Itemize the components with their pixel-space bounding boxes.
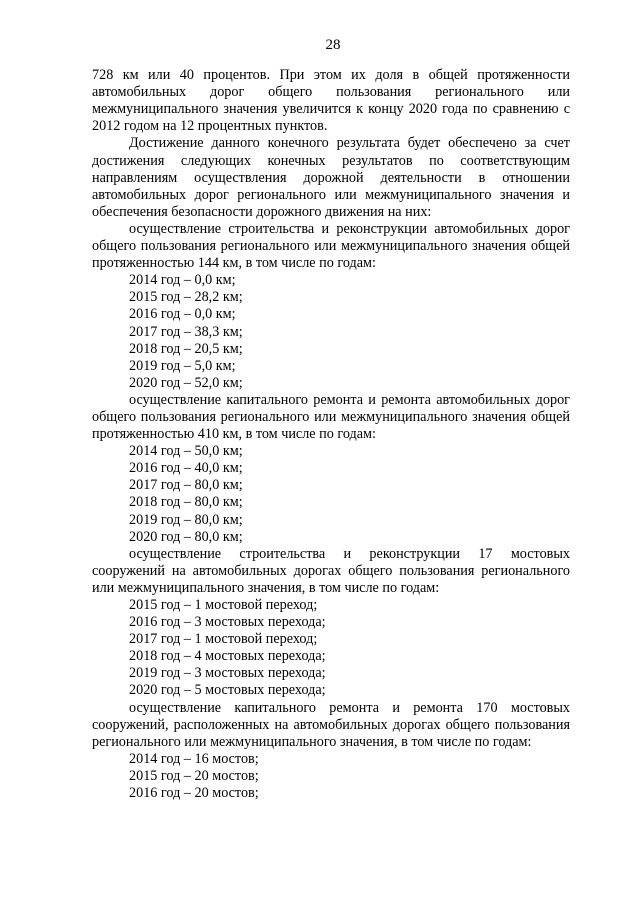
list-item: 2017 год – 80,0 км; <box>129 477 243 494</box>
list-item: 2014 год – 0,0 км; <box>129 272 236 289</box>
list-item: 2015 год – 28,2 км; <box>129 289 243 306</box>
paragraph: 728 км или 40 процентов. При этом их доля в общей протяженности автомобильных дорог общего пользования регионального или межмуниципального значения увеличится к концу 2020 года по сравнению с 2012 годом на 12 процентных пунктов. <box>92 67 570 135</box>
list-item: 2014 год – 50,0 км; <box>129 443 243 460</box>
list-item: 2016 год – 40,0 км; <box>129 460 243 477</box>
list-item: 2020 год – 5 мостовых перехода; <box>129 682 326 699</box>
list-item: 2016 год – 3 мостовых перехода; <box>129 614 326 631</box>
list-item: 2018 год – 80,0 км; <box>129 494 243 511</box>
paragraph: осуществление капитального ремонта и ремонта автомобильных дорог общего пользования регионального или межмуниципального значения общей протяженностью 410 км, в том числе по годам: <box>92 391 570 443</box>
list-item: 2019 год – 5,0 км; <box>129 357 236 374</box>
paragraph: осуществление капитального ремонта и ремонта 170 мостовых сооружений, расположенных на автомобильных дорогах общего пользования регионального или межмуниципального значения, в том числе по годам: <box>92 699 570 750</box>
list-item: 2018 год – 4 мостовых перехода; <box>129 648 326 665</box>
page-number: 28 <box>325 37 341 53</box>
list-item: 2020 год – 80,0 км; <box>129 528 243 545</box>
list-item: 2020 год – 52,0 км; <box>129 374 243 391</box>
list-item: 2018 год – 20,5 км; <box>129 340 243 357</box>
list-item: 2014 год – 16 мостов; <box>129 750 259 767</box>
document-body <box>92 67 570 802</box>
list-item: 2016 год – 0,0 км; <box>129 306 236 323</box>
list-item: 2019 год – 3 мостовых перехода; <box>129 665 326 682</box>
list-item: 2015 год – 20 мостов; <box>129 767 259 784</box>
paragraph: осуществление строительства и реконструкции 17 мостовых сооружений на автомобильных дорогах общего пользования регионального или межмуниципального значения, в том числе по годам: <box>92 545 570 596</box>
paragraph: осуществление строительства и реконструкции автомобильных дорог общего пользования регионального или межмуниципального значения общей протяженностью 144 км, в том числе по годам: <box>92 220 570 272</box>
list-item: 2016 год – 20 мостов; <box>129 785 259 802</box>
list-item: 2015 год – 1 мостовой переход; <box>129 597 318 613</box>
paragraph: Достижение данного конечного результата будет обеспечено за счет достижения следующих конечных результатов по соответствующим направлениям осуществления дорожной деятельности в отношении автомобильных дорог регионального или межмуниципального значения и обеспечения безопасности дорожного движения на них: <box>92 135 570 220</box>
list-item: 2019 год – 80,0 км; <box>129 511 243 528</box>
list-item: 2017 год – 1 мостовой переход; <box>129 631 318 648</box>
list-item: 2017 год – 38,3 км; <box>129 323 243 340</box>
